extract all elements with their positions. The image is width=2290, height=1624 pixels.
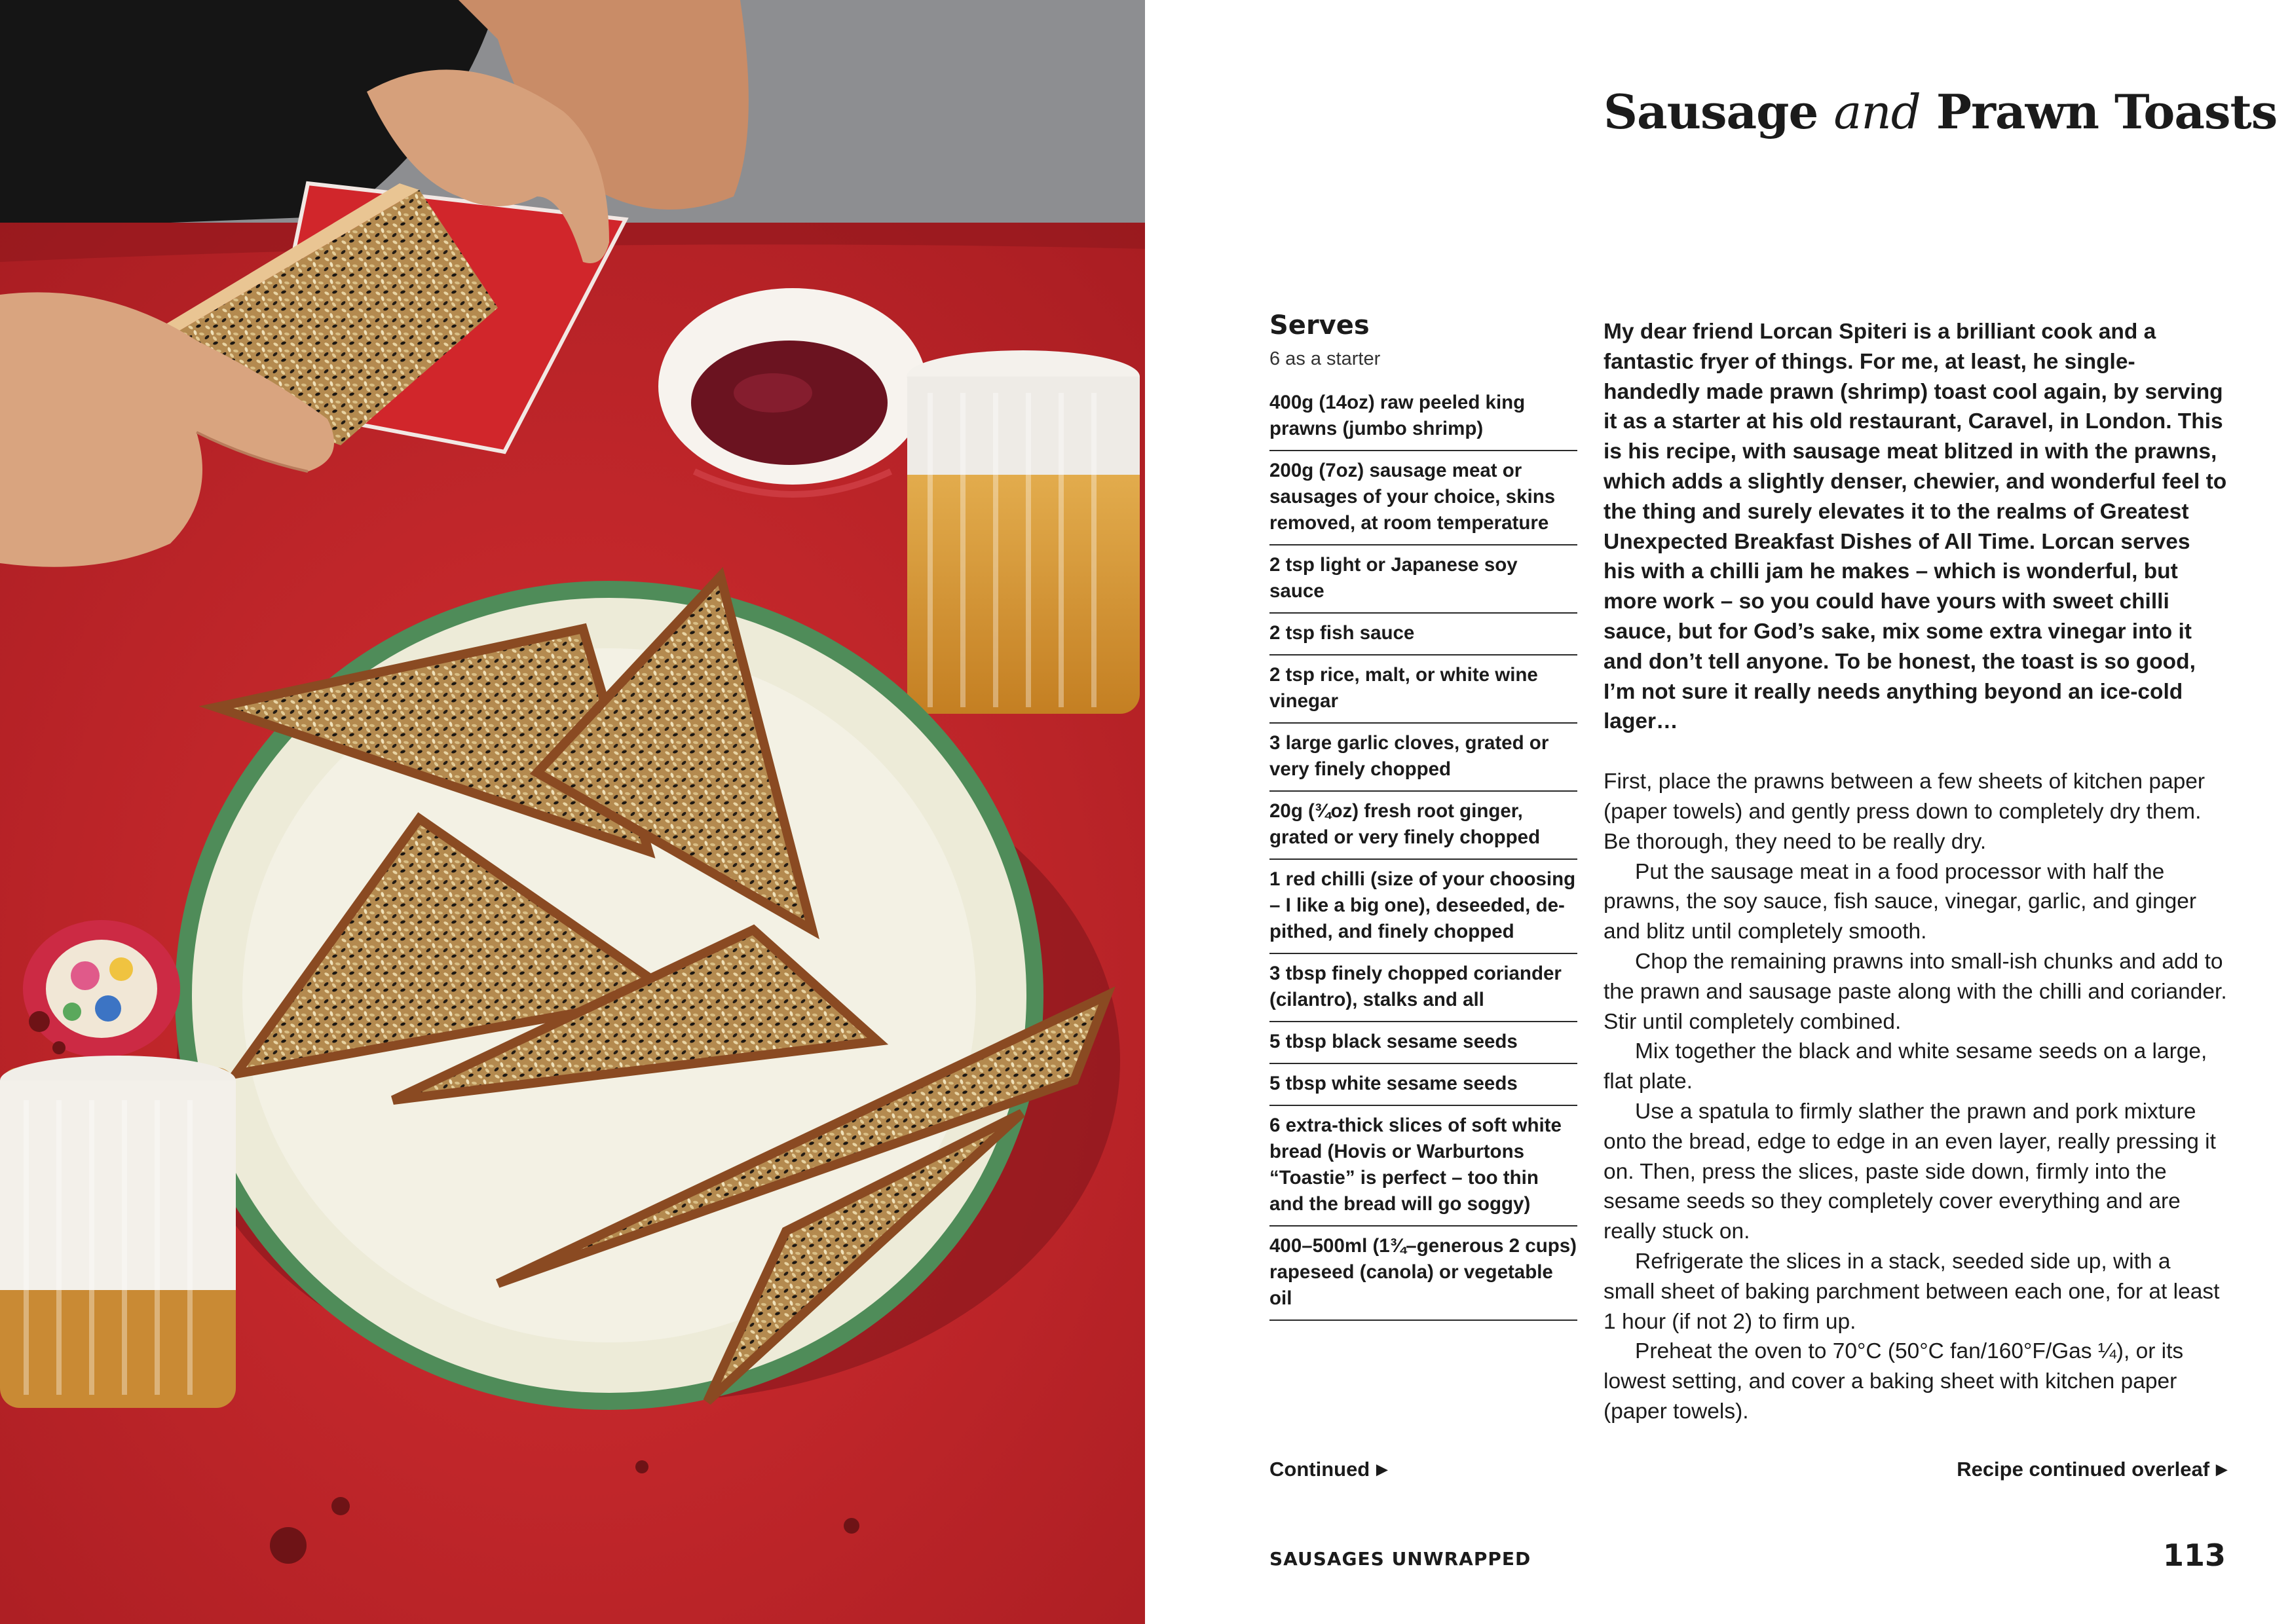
recipe-body [1604, 317, 2227, 1427]
serves-heading: Serves [1269, 310, 1370, 341]
method-step: Put the sausage meat in a food processor with half the prawns, the soy sauce, fish sauce, vinegar, garlic, and ginger and blitz until completely smooth. [1604, 859, 2197, 944]
method-step: Preheat the oven to 70°C (50°C fan/160°F/Gas ¼), or its lowest setting, and cover a baking sheet with kitchen paper (paper towels). [1604, 1339, 2184, 1424]
ingredient-item: 3 large garlic cloves, grated or very finely chopped [1269, 724, 1577, 792]
continued-overleaf-label: Recipe continued overleaf [1957, 1458, 2210, 1481]
running-head: SAUSAGES UNWRAPPED [1269, 1548, 1531, 1570]
ingredient-item: 200g (7oz) sausage meat or sausages of your choice, skins removed, at room temperature [1269, 451, 1577, 545]
method-step: Mix together the black and white sesame seeds on a large, flat plate. [1604, 1039, 2207, 1094]
continued-label: Continued [1269, 1458, 1370, 1481]
recipe-intro: My dear friend Lorcan Spiteri is a brilliant cook and a fantastic fryer of things. For me, at least, he single-handedly made prawn (shrimp) toast cool again, by serving it as a starter at his old restaurant, Caravel, in London. This is his recipe, with sausage meat blitzed in with the prawns, which adds a slightly denser, chewier, and wonderful feel to the thing and surely elevates it to the realms of Greatest Unexpected Breakfast Dishes of All Time. Lorcan serves his with a chilli jam he makes – which is wonderful, but more work – so you could have yours with sweet chilli sauce, but for God’s sake, mix some extra vinegar into it and don’t tell anyone. To be honest, the toast is so good, I’m not sure it really needs anything beyond an ice-cold lager… [1604, 320, 2227, 734]
method-step: Chop the remaining prawns into small-ish chunks and add to the prawn and sausage paste along with the chilli and coriander. Stir until completely combined. [1604, 949, 2227, 1034]
ingredient-item: 400g (14oz) raw peeled king prawns (jumbo shrimp) [1269, 383, 1577, 451]
ingredient-item: 20g (¾oz) fresh root ginger, grated or very finely chopped [1269, 792, 1577, 860]
ingredient-item: 2 tsp fish sauce [1269, 614, 1577, 655]
recipe-title [1604, 84, 2277, 139]
title-and: and [1833, 84, 1921, 140]
ingredients-column [1269, 310, 1577, 1321]
triangle-right-icon: ▶ [1376, 1461, 1388, 1477]
method-steps [1604, 767, 2227, 1427]
recipe-continued-overleaf-link[interactable] [1957, 1458, 2227, 1481]
title-part1: Sausage [1604, 84, 1818, 140]
triangle-right-icon: ▶ [2216, 1461, 2227, 1477]
ingredient-item: 6 extra-thick slices of soft white bread (Hovis or Warburtons “Toastie” is perfect – too thin and the bread will go soggy) [1269, 1106, 1577, 1227]
ingredient-item: 5 tbsp white sesame seeds [1269, 1064, 1577, 1106]
method-step: First, place the prawns between a few sheets of kitchen paper (paper towels) and gently press down to completely dry them. Be thorough, they need to be really dry. [1604, 769, 2206, 854]
recipe-page [1145, 0, 2290, 1624]
ingredient-item: 2 tsp light or Japanese soy sauce [1269, 545, 1577, 614]
title-part2: Prawn Toasts [1936, 84, 2278, 140]
page-number: 113 [2162, 1538, 2226, 1573]
ingredient-item: 3 tbsp finely chopped coriander (cilantro), stalks and all [1269, 954, 1577, 1022]
ingredient-item: 5 tbsp black sesame seeds [1269, 1022, 1577, 1064]
continued-link[interactable] [1269, 1458, 1387, 1481]
ingredient-item: 2 tsp rice, malt, or white wine vinegar [1269, 655, 1577, 724]
ingredient-item: 1 red chilli (size of your choosing – I like a big one), deseeded, de-pithed, and finely chopped [1269, 860, 1577, 954]
ingredient-item: 400–500ml (1¾–generous 2 cups) rapeseed (canola) or vegetable oil [1269, 1227, 1577, 1321]
method-step: Use a spatula to firmly slather the prawn and pork mixture onto the bread, edge to edge in an even layer, really pressing it on. Then, press the slices, paste side down, firmly into the sesame seeds so they completely cover everything and are really stuck on. [1604, 1099, 2216, 1244]
serves-value: 6 as a starter [1269, 348, 1381, 369]
ingredient-list [1269, 383, 1577, 1321]
method-step: Refrigerate the slices in a stack, seeded side up, with a small sheet of baking parchment between each one, for at least 1 hour (if not 2) to firm up. [1604, 1249, 2220, 1334]
